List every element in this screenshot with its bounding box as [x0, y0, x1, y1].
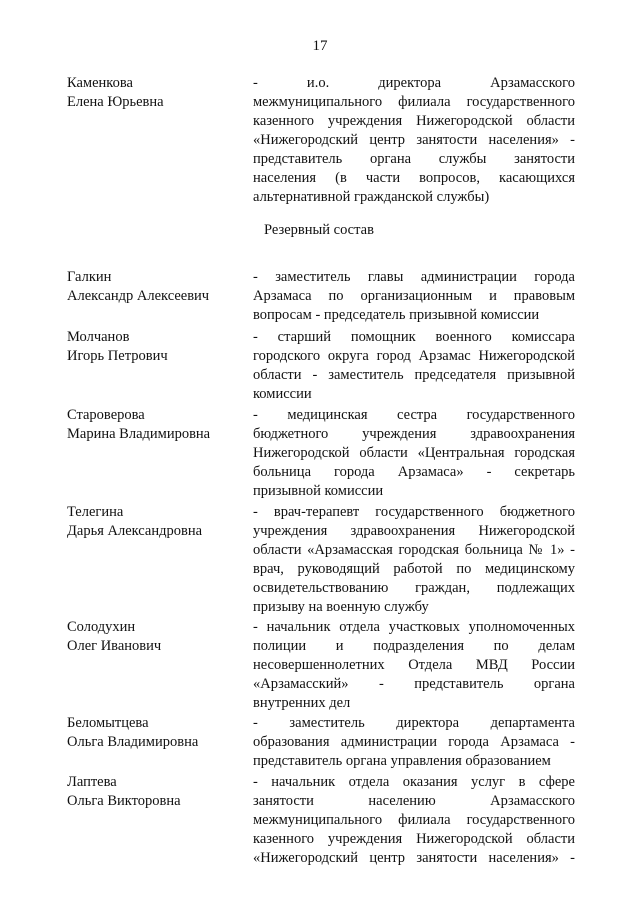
role-line: образования администрации города Арзамаса -	[253, 734, 575, 750]
role-line: несовершеннолетних Отдела МВД России	[253, 657, 575, 673]
role-line: «Арзамасский» - представитель органа	[253, 676, 575, 692]
member-given-name: Олег Иванович	[67, 638, 162, 654]
role-line: представитель органа службы занятости	[253, 151, 575, 167]
role-line: «Нижегородский центр занятости населения» -	[253, 132, 575, 148]
member-given-name: Ольга Владимировна	[67, 734, 199, 750]
role-line: казенного учреждения Нижегородской области	[253, 113, 575, 129]
role-line: - заместитель главы администрации города	[253, 269, 575, 285]
role-line: комиссии	[253, 386, 312, 402]
member-name	[67, 328, 247, 366]
member-given-name: Игорь Петрович	[67, 348, 168, 364]
member-name	[67, 618, 247, 656]
member-name	[67, 714, 247, 752]
role-line: - заместитель директора департамента	[253, 715, 575, 731]
role-line: - начальник отдела участковых уполномоченных	[253, 619, 575, 635]
page-number: 17	[312, 38, 328, 54]
role-line: - начальник отдела оказания услуг в сфере	[253, 774, 575, 790]
role-line: освидетельствованию граждан, подлежащих	[253, 580, 575, 596]
role-line: межмуниципального филиала государственного	[253, 94, 575, 110]
member-role	[253, 618, 575, 713]
member-surname: Беломытцева	[67, 715, 149, 731]
section-title: Резервный состав	[264, 222, 374, 238]
role-line: - и.о. директора Арзамасского	[253, 75, 575, 91]
member-given-name: Елена Юрьевна	[67, 94, 164, 110]
role-line: призыву на военную службу	[253, 599, 429, 615]
role-line: - старший помощник военного комиссара	[253, 329, 575, 345]
role-line: учреждения здравоохранения Нижегородской	[253, 523, 575, 539]
member-role	[253, 328, 575, 404]
role-line: - врач-терапевт государственного бюджетного	[253, 504, 575, 520]
role-line: внутренних дел	[253, 695, 351, 711]
member-given-name: Александр Алексеевич	[67, 288, 210, 304]
member-name	[67, 773, 247, 811]
role-line: больница города Арзамаса» - секретарь	[253, 464, 575, 480]
role-line: казенного учреждения Нижегородской области	[253, 831, 575, 847]
member-given-name: Ольга Викторовна	[67, 793, 181, 809]
role-line: области - заместитель председателя призывной	[253, 367, 575, 383]
member-name	[67, 406, 247, 444]
member-surname: Каменкова	[67, 75, 133, 91]
member-role	[253, 74, 575, 207]
member-role	[253, 773, 575, 868]
member-surname: Солодухин	[67, 619, 136, 635]
role-line: бюджетного учреждения здравоохранения	[253, 426, 575, 442]
member-given-name: Марина Владимировна	[67, 426, 211, 442]
role-line: населения (в части вопросов, касающихся	[253, 170, 575, 186]
role-line: Арзамаса по организационным и правовым	[253, 288, 575, 304]
member-surname: Староверова	[67, 407, 145, 423]
member-name	[67, 74, 247, 112]
role-line: вопросам - председатель призывной комиссии	[253, 307, 540, 323]
member-surname: Лаптева	[67, 774, 117, 790]
role-line: городского округа город Арзамас Нижегородской	[253, 348, 575, 364]
role-line: альтернативной гражданской службы)	[253, 189, 490, 205]
role-line: - медицинская сестра государственного	[253, 407, 575, 423]
member-role	[253, 406, 575, 501]
member-role	[253, 503, 575, 617]
member-name	[67, 503, 247, 541]
member-given-name: Дарья Александровна	[67, 523, 203, 539]
role-line: призывной комиссии	[253, 483, 384, 499]
role-line: полиции и подразделения по делам	[253, 638, 575, 654]
member-role	[253, 714, 575, 771]
role-line: межмуниципального филиала государственного	[253, 812, 575, 828]
role-line: «Нижегородский центр занятости населения» -	[253, 850, 575, 866]
role-line: врач, руководящий работой по медицинскому	[253, 561, 575, 577]
role-line: Нижегородской области «Центральная городская	[253, 445, 575, 461]
role-line: занятости населению Арзамасского	[253, 793, 575, 809]
member-surname: Телегина	[67, 504, 124, 520]
role-line: представитель органа управления образованием	[253, 753, 551, 769]
member-name	[67, 268, 247, 306]
role-line: области «Арзамасская городская больница № 1» -	[253, 542, 575, 558]
member-surname: Молчанов	[67, 329, 130, 345]
member-surname: Галкин	[67, 269, 112, 285]
member-role	[253, 268, 575, 325]
